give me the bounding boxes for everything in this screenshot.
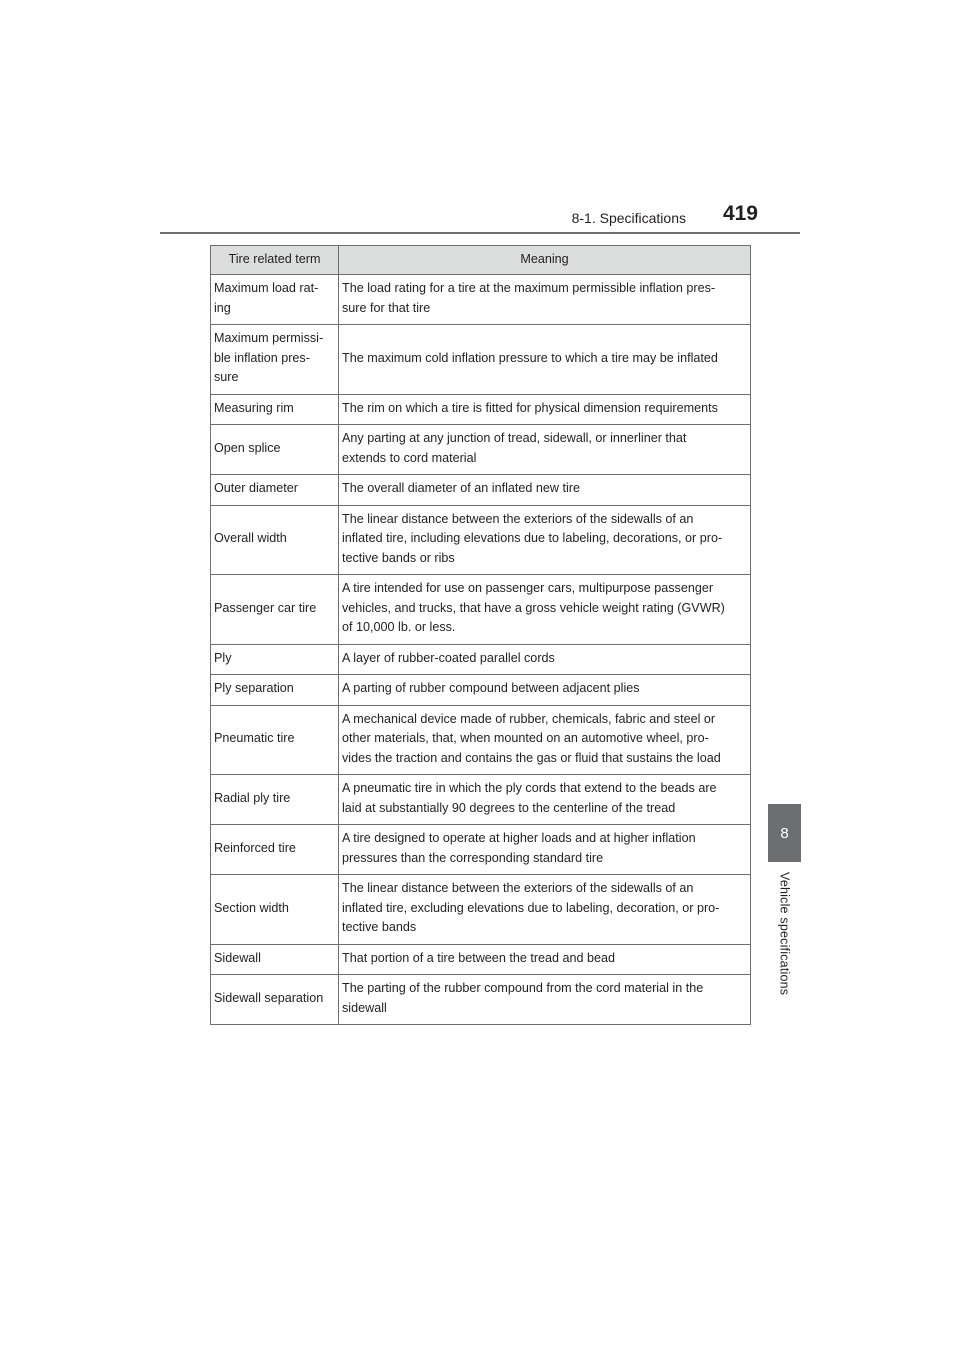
term-cell: Maximum load rat- ing [211,275,339,325]
meaning-cell: The load rating for a tire at the maximum permissible inflation pres- sure for that tire [339,275,751,325]
column-header-meaning: Meaning [339,246,751,275]
table-row [211,675,751,706]
term-cell: Section width [211,875,339,945]
chapter-tab [768,804,801,862]
meaning-cell: The linear distance between the exteriors of the sidewalls of an inflated tire, excluding elevations due to labeling, decoration, or pro- tective bands [339,875,751,945]
meaning-cell: A layer of rubber-coated parallel cords [339,644,751,675]
meaning-cell: A pneumatic tire in which the ply cords that extend to the beads are laid at substantially 90 degrees to the centerline of the tread [339,775,751,825]
table-body [211,275,751,1025]
term-cell: Ply [211,644,339,675]
header-rule [160,232,800,234]
chapter-number: 8 [780,824,789,842]
term-cell: Sidewall separation [211,975,339,1025]
term-cell: Sidewall [211,944,339,975]
table-row [211,394,751,425]
term-cell: Measuring rim [211,394,339,425]
table-row [211,475,751,506]
term-cell: Outer diameter [211,475,339,506]
table-row [211,775,751,825]
term-cell: Radial ply tire [211,775,339,825]
page-number: 419 [722,202,758,225]
meaning-cell: A tire designed to operate at higher loads and at higher inflation pressures than the corresponding standard tire [339,825,751,875]
table-row [211,275,751,325]
table-row [211,325,751,395]
table-row [211,944,751,975]
meaning-cell: The parting of the rubber compound from the cord material in the sidewall [339,975,751,1025]
term-cell: Reinforced tire [211,825,339,875]
tire-terms-table [210,245,751,1025]
meaning-cell: A tire intended for use on passenger cars, multipurpose passenger vehicles, and trucks, that have a gross vehicle weight rating (GVWR) of 10,000 lb. or less. [339,575,751,645]
table-row [211,644,751,675]
page-header [160,200,800,234]
meaning-cell: Any parting at any junction of tread, sidewall, or innerliner that extends to cord material [339,425,751,475]
table-row [211,425,751,475]
meaning-cell: The maximum cold inflation pressure to which a tire may be inflated [339,325,751,395]
term-cell: Overall width [211,505,339,575]
table-row [211,705,751,775]
term-cell: Maximum permissi- ble inflation pres- sure [211,325,339,395]
table-row [211,505,751,575]
chapter-title: Vehicle specifications [777,872,792,996]
term-cell: Pneumatic tire [211,705,339,775]
table-row [211,575,751,645]
meaning-cell: The rim on which a tire is fitted for physical dimension requirements [339,394,751,425]
term-cell: Open splice [211,425,339,475]
table-row [211,825,751,875]
term-cell: Passenger car tire [211,575,339,645]
meaning-cell: A parting of rubber compound between adjacent plies [339,675,751,706]
section-title: 8-1. Specifications [571,210,686,226]
meaning-cell: The overall diameter of an inflated new tire [339,475,751,506]
table-row [211,875,751,945]
meaning-cell: A mechanical device made of rubber, chemicals, fabric and steel or other materials, that, when mounted on an automotive wheel, pro- vides the traction and contains the gas or fluid that sustains the load [339,705,751,775]
term-cell: Ply separation [211,675,339,706]
table-header-row [211,246,751,275]
column-header-term: Tire related term [211,246,339,275]
meaning-cell: That portion of a tire between the tread and bead [339,944,751,975]
meaning-cell: The linear distance between the exteriors of the sidewalls of an inflated tire, including elevations due to labeling, decorations, or pro- tective bands or ribs [339,505,751,575]
table-row [211,975,751,1025]
